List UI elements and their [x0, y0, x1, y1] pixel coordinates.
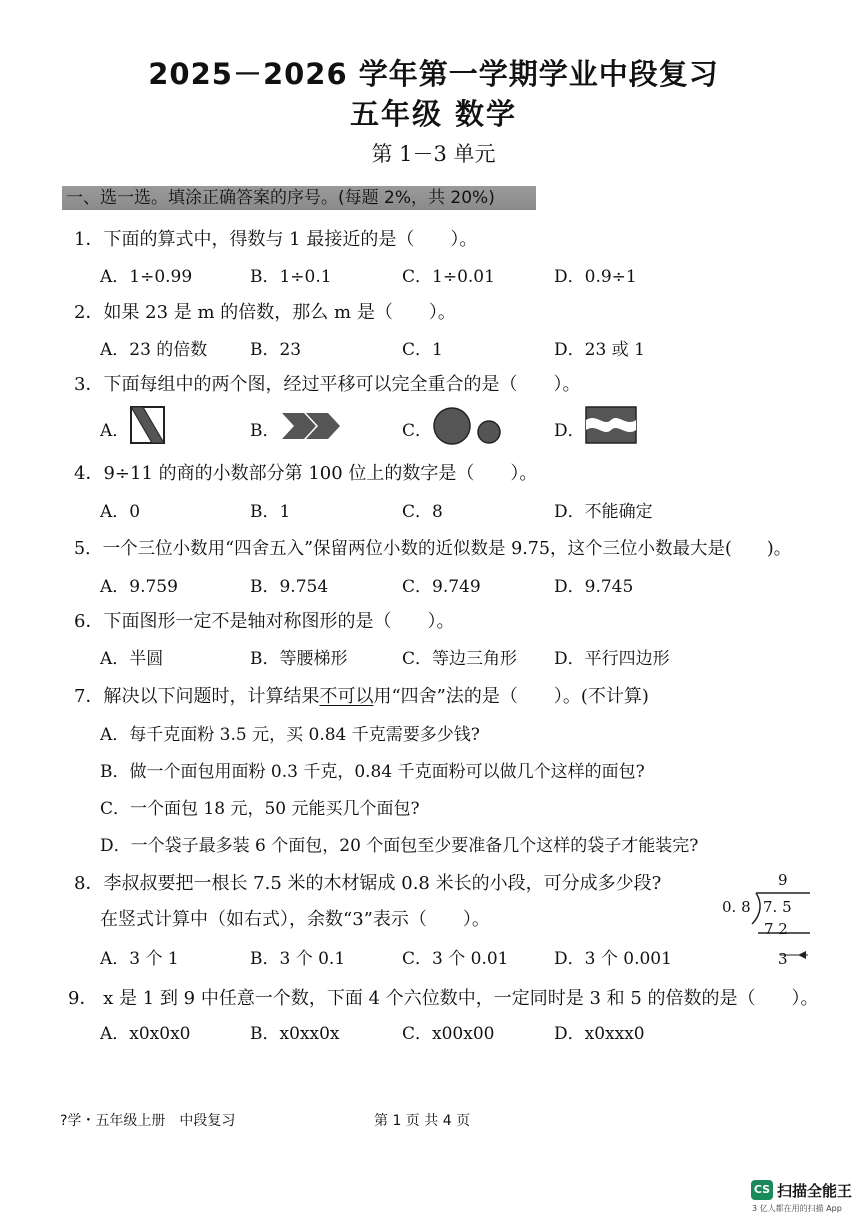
question-3-option-c: C． [402, 421, 433, 441]
question-8-option-d: D．3 个 0.001 [554, 949, 672, 969]
question-4-stem: 4．9÷11 的商的小数部分第 100 位上的数字是（ ）。 [74, 463, 538, 484]
question-1-option-a: A．1÷0.99 [100, 267, 193, 287]
question-2-option-a: A．23 的倍数 [100, 340, 208, 360]
unit-range: 第 1－3 单元 [371, 142, 496, 166]
question-7-option-d: D．一个袋子最多装 6 个面包，20 个面包至少要准备几个这样的袋子才能装完? [100, 836, 699, 856]
question-8-stem-2: 在竖式计算中（如右式），余数“3”表示（ ）。 [100, 909, 490, 930]
division-dividend: 7. 5 [763, 898, 792, 916]
division-divisor: 0. 8 [722, 898, 751, 916]
question-9-stem: 9． x 是 1 到 9 中任意一个数，下面 4 个六位数中，一定同时是 3 和 5 的倍数的是（ ）。 [68, 988, 819, 1009]
camscanner-logo-icon: CS [751, 1180, 773, 1200]
question-7-stem-emphasis: 不可以 [319, 686, 374, 707]
question-5-option-d: D．9.745 [554, 577, 634, 597]
question-7-option-a: A．每千克面粉 3.5 元，买 0.84 千克需要多少钱? [100, 725, 480, 745]
scanner-app-tagline: 3 亿人都在用的扫描 App [752, 1204, 842, 1213]
question-7-stem-pre: 7．解决以下问题时，计算结果 [74, 686, 320, 707]
question-2-stem: 2．如果 23 是 m 的倍数，那么 m 是（ ）。 [74, 302, 456, 323]
document-title: 2025－2026 学年第一学期学业中段复习 [148, 57, 719, 91]
question-9-option-c: C．x00x00 [402, 1024, 495, 1044]
question-1-option-c: C．1÷0.01 [402, 267, 495, 287]
figure-d-wave-rectangles [584, 405, 638, 445]
question-2-option-c: C．1 [402, 340, 443, 360]
question-3-stem: 3．下面每组中的两个图，经过平移可以完全重合的是（ ）。 [74, 374, 581, 395]
division-quotient: 9 [778, 871, 788, 889]
question-2-option-d: D．23 或 1 [554, 340, 645, 360]
question-5-option-c: C．9.749 [402, 577, 481, 597]
division-product: 7 2 [764, 920, 788, 938]
question-6-option-c: C．等边三角形 [402, 649, 518, 669]
question-5-option-b: B．9.754 [250, 577, 329, 597]
question-7-option-c: C．一个面包 18 元，50 元能买几个面包? [100, 799, 420, 819]
question-3-option-a: A． [100, 421, 130, 441]
question-6-option-b: B．等腰梯形 [250, 649, 348, 669]
question-4-option-a: A．0 [100, 502, 141, 522]
question-8-stem: 8．李叔叔要把一根长 7.5 米的木材锯成 0.8 米长的小段，可分成多少段? [74, 873, 662, 894]
question-3-option-d: D． [554, 421, 585, 441]
question-4-option-c: C．8 [402, 502, 443, 522]
question-9-option-d: D．x0xxx0 [554, 1024, 645, 1044]
figure-a-rectangle-with-diagonal [129, 405, 167, 445]
question-8-option-c: C．3 个 0.01 [402, 949, 509, 969]
question-6-option-a: A．半圆 [100, 649, 164, 669]
question-7-stem [74, 682, 649, 708]
document-subtitle: 五年级 数学 [349, 97, 518, 131]
section-heading: 一、选一选。填涂正确答案的序号。(每题 2%，共 20%) [62, 186, 536, 210]
question-6-option-d: D．平行四边形 [554, 649, 670, 669]
question-1-stem: 1．下面的算式中，得数与 1 最接近的是（ ）。 [74, 229, 478, 250]
question-4-option-b: B．1 [250, 502, 291, 522]
figure-c-circles [432, 405, 504, 447]
footer-book-info: ?学・五年级上册 中段复习 [60, 1113, 236, 1129]
question-4-option-d: D．不能确定 [554, 502, 653, 522]
question-5-option-a: A．9.759 [100, 577, 178, 597]
footer-page-number: 第 1 页 共 4 页 [374, 1113, 471, 1129]
question-3-option-b: B． [250, 421, 280, 441]
question-8-option-a: A．3 个 1 [100, 949, 179, 969]
question-9-option-a: A．x0x0x0 [100, 1024, 191, 1044]
question-7-option-b: B．做一个面包用面粉 0.3 千克，0.84 千克面粉可以做几个这样的面包? [100, 762, 645, 782]
scanner-app-name: 扫描全能王 [777, 1182, 853, 1200]
question-9-option-b: B．x0xx0x [250, 1024, 340, 1044]
question-6-stem: 6．下面图形一定不是轴对称图形的是（ ）。 [74, 611, 455, 632]
question-2-option-b: B．23 [250, 340, 302, 360]
question-5-stem: 5．一个三位小数用“四舍五入”保留两位小数的近似数是 9.75，这个三位小数最大是( )。 [74, 539, 792, 559]
question-8-option-b: B．3 个 0.1 [250, 949, 346, 969]
question-1-option-b: B．1÷0.1 [250, 267, 332, 287]
question-7-stem-post: 用“四舍”法的是（ ）。(不计算) [373, 686, 649, 707]
question-1-option-d: D．0.9÷1 [554, 267, 637, 287]
figure-b-chevrons [280, 411, 342, 441]
division-remainder: 3 [778, 950, 788, 968]
